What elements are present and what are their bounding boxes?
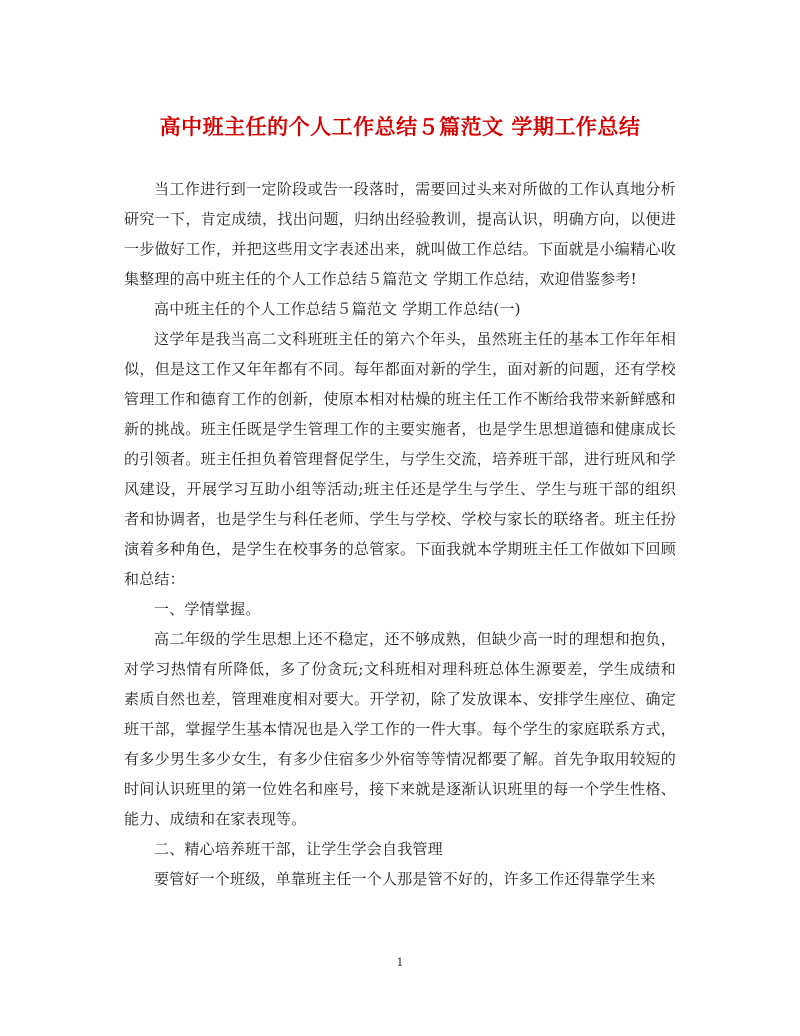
body-paragraph: 要管好一个班级，单靠班主任一个人那是管不好的，许多工作还得靠学生来 — [154, 870, 656, 888]
document-title: 高中班主任的个人工作总结５篇范文 学期工作总结 — [159, 114, 641, 139]
section-heading-one: 高中班主任的个人工作总结５篇范文 学期工作总结(一) — [154, 300, 521, 318]
document-body — [124, 174, 676, 894]
intro-paragraph: 当工作进行到一定阶段或告一段落时，需要回过头来对所做的工作认真地分析研究一下，肯定成绩，找出问题，归纳出经验教训，提高认识，明确方向，以便进一步做好工作，并把这些用文字表述出来，就叫做工作总结。下面就是小编精心收集整理的高中班主任的个人工作总结５篇范文 学期工作总结，欢迎借鉴参考! — [124, 180, 676, 288]
body-paragraph: 这学年是我当高二文科班班主任的第六个年头，虽然班主任的基本工作年年相似，但是这工作又年年都有不同。每年都面对新的学生，面对新的问题，还有学校管理工作和德育工作的创新，使原本相对枯燥的班主任工作不断给我带来新鲜感和新的挑战。班主任既是学生管理工作的主要实施者，也是学生思想道德和健康成长的引领者。班主任担负着管理督促学生，与学生交流，培养班干部，进行班风和学风建设，开展学习互助小组等活动;班主任还是学生与学生、学生与班干部的组织者和协调者，也是学生与科任老师、学生与学校、学校与家长的联络者。班主任扮演着多种角色，是学生在校事务的总管家。下面我就本学期班主任工作做如下回顾和总结： — [124, 330, 676, 588]
body-paragraph: 高二年级的学生思想上还不稳定，还不够成熟，但缺少高一时的理想和抱负，对学习热情有所降低，多了份贪玩;文科班相对理科班总体生源要差，学生成绩和素质自然也差，管理难度相对要大。开学初，除了发放课本、安排学生座位、确定班干部，掌握学生基本情况也是入学工作的一件大事。每个学生的家庭联系方式，有多少男生多少女生，有多少住宿多少外宿等等情况都要了解。首先争取用较短的时间认识班里的第一位姓名和座号，接下来就是逐渐认识班里的每一个学生性格、能力、成绩和在家表现等。 — [124, 630, 676, 828]
page-number: 1 — [396, 956, 404, 969]
subheading-student-situation: 一、学情掌握。 — [154, 600, 261, 618]
subheading-class-leaders: 二、精心培养班干部，让学生学会自我管理 — [154, 840, 443, 858]
